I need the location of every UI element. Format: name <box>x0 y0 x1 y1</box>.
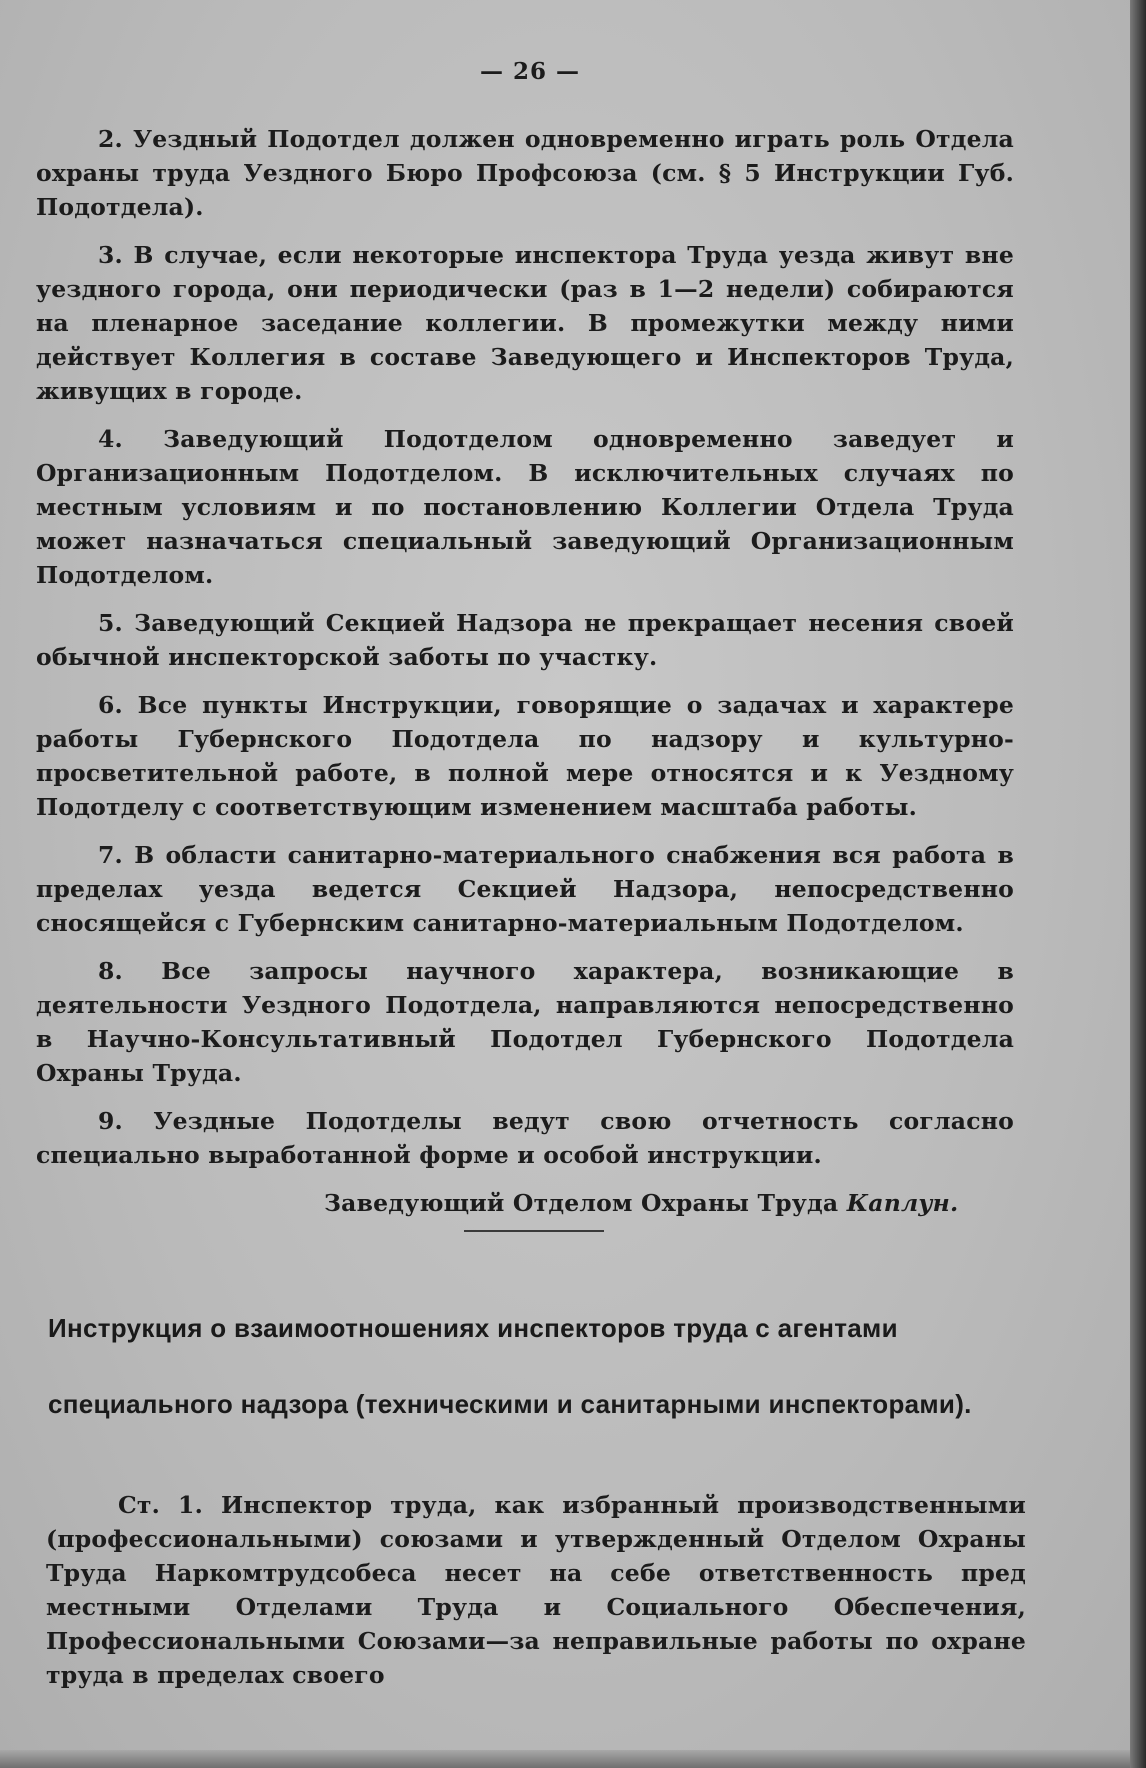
section-divider <box>464 1230 604 1232</box>
heading-line-2: специального надзора (техническими и санитарными инспекторами). <box>48 1389 972 1419</box>
page-bottom-edge <box>0 1750 1130 1768</box>
signature-line <box>36 1186 1014 1220</box>
paragraph-8: 8. Все запросы научного характера, возникающие в деятельности Уездного Подотдела, направляются непосредственно в Научно-Консультативный Подотдел Губернского Подотдела Охраны Труда. <box>36 957 1014 1087</box>
paragraph-3: 3. В случае, если некоторые инспектора Труда уезда живут вне уездного города, они периодически (раз в 1—2 недели) собираются на пленарное заседание коллегии. В промежутки между ними действует Коллегия в составе Заведующего и Инспекторов Труда, живущих в городе. <box>36 241 1014 405</box>
section-heading <box>48 1290 1018 1442</box>
paragraph-5: 5. Заведующий Секцией Надзора не прекращает несения своей обычной инспекторской заботы по участку. <box>36 609 1014 671</box>
paragraph-9: 9. Уездные Подотделы ведут свою отчетность согласно специально выработанной форме и особой инструкции. <box>36 1107 1014 1169</box>
paragraph-2: 2. Уездный Подотдел должен одновременно играть роль Отдела охраны труда Уездного Бюро Профсоюза (см. § 5 Инструкции Губ. Подотдела). <box>36 125 1014 221</box>
article-1: Ст. 1. Инспектор труда, как избранный производственными (профессиональными) союзами и утвержденный Отделом Охраны Труда Наркомтрудсобеса несет на себе ответственность пред местными Отделами Труда и Социального Обеспечения, Профессиональными Союзами—за неправильные работы по охране труда в пределах своего <box>46 1490 1026 1689</box>
paragraph-7: 7. В области санитарно-материального снабжения вся работа в пределах уезда ведется Секцией Надзора, непосредственно сносящейся с Губернским санитарно-материальным Подотделом. <box>36 841 1014 937</box>
signature-name: Каплун. <box>846 1189 959 1217</box>
heading-line-1: Инструкция о взаимоотношениях инспекторов труда с агентами <box>48 1313 898 1343</box>
paragraph-4: 4. Заведующий Подотделом одновременно заведует и Организационным Подотделом. В исключительных случаях по местным условиям и по постановлению Коллегии Отдела Труда может назначаться специальный заведующий Организационным Подотделом. <box>36 425 1014 589</box>
numbered-paragraphs <box>36 122 1014 1220</box>
paragraph-6: 6. Все пункты Инструкции, говорящие о задачах и характере работы Губернского Подотдела по надзору и культурно-просветительной работе, в полной мере относятся и к Уездному Подотделу с соответствующим изменением масштаба работы. <box>36 691 1014 821</box>
scan-edge <box>1130 0 1146 1768</box>
signature-title: Заведующий Отделом Охраны Труда <box>324 1189 839 1217</box>
page-number: — 26 — <box>479 58 581 85</box>
